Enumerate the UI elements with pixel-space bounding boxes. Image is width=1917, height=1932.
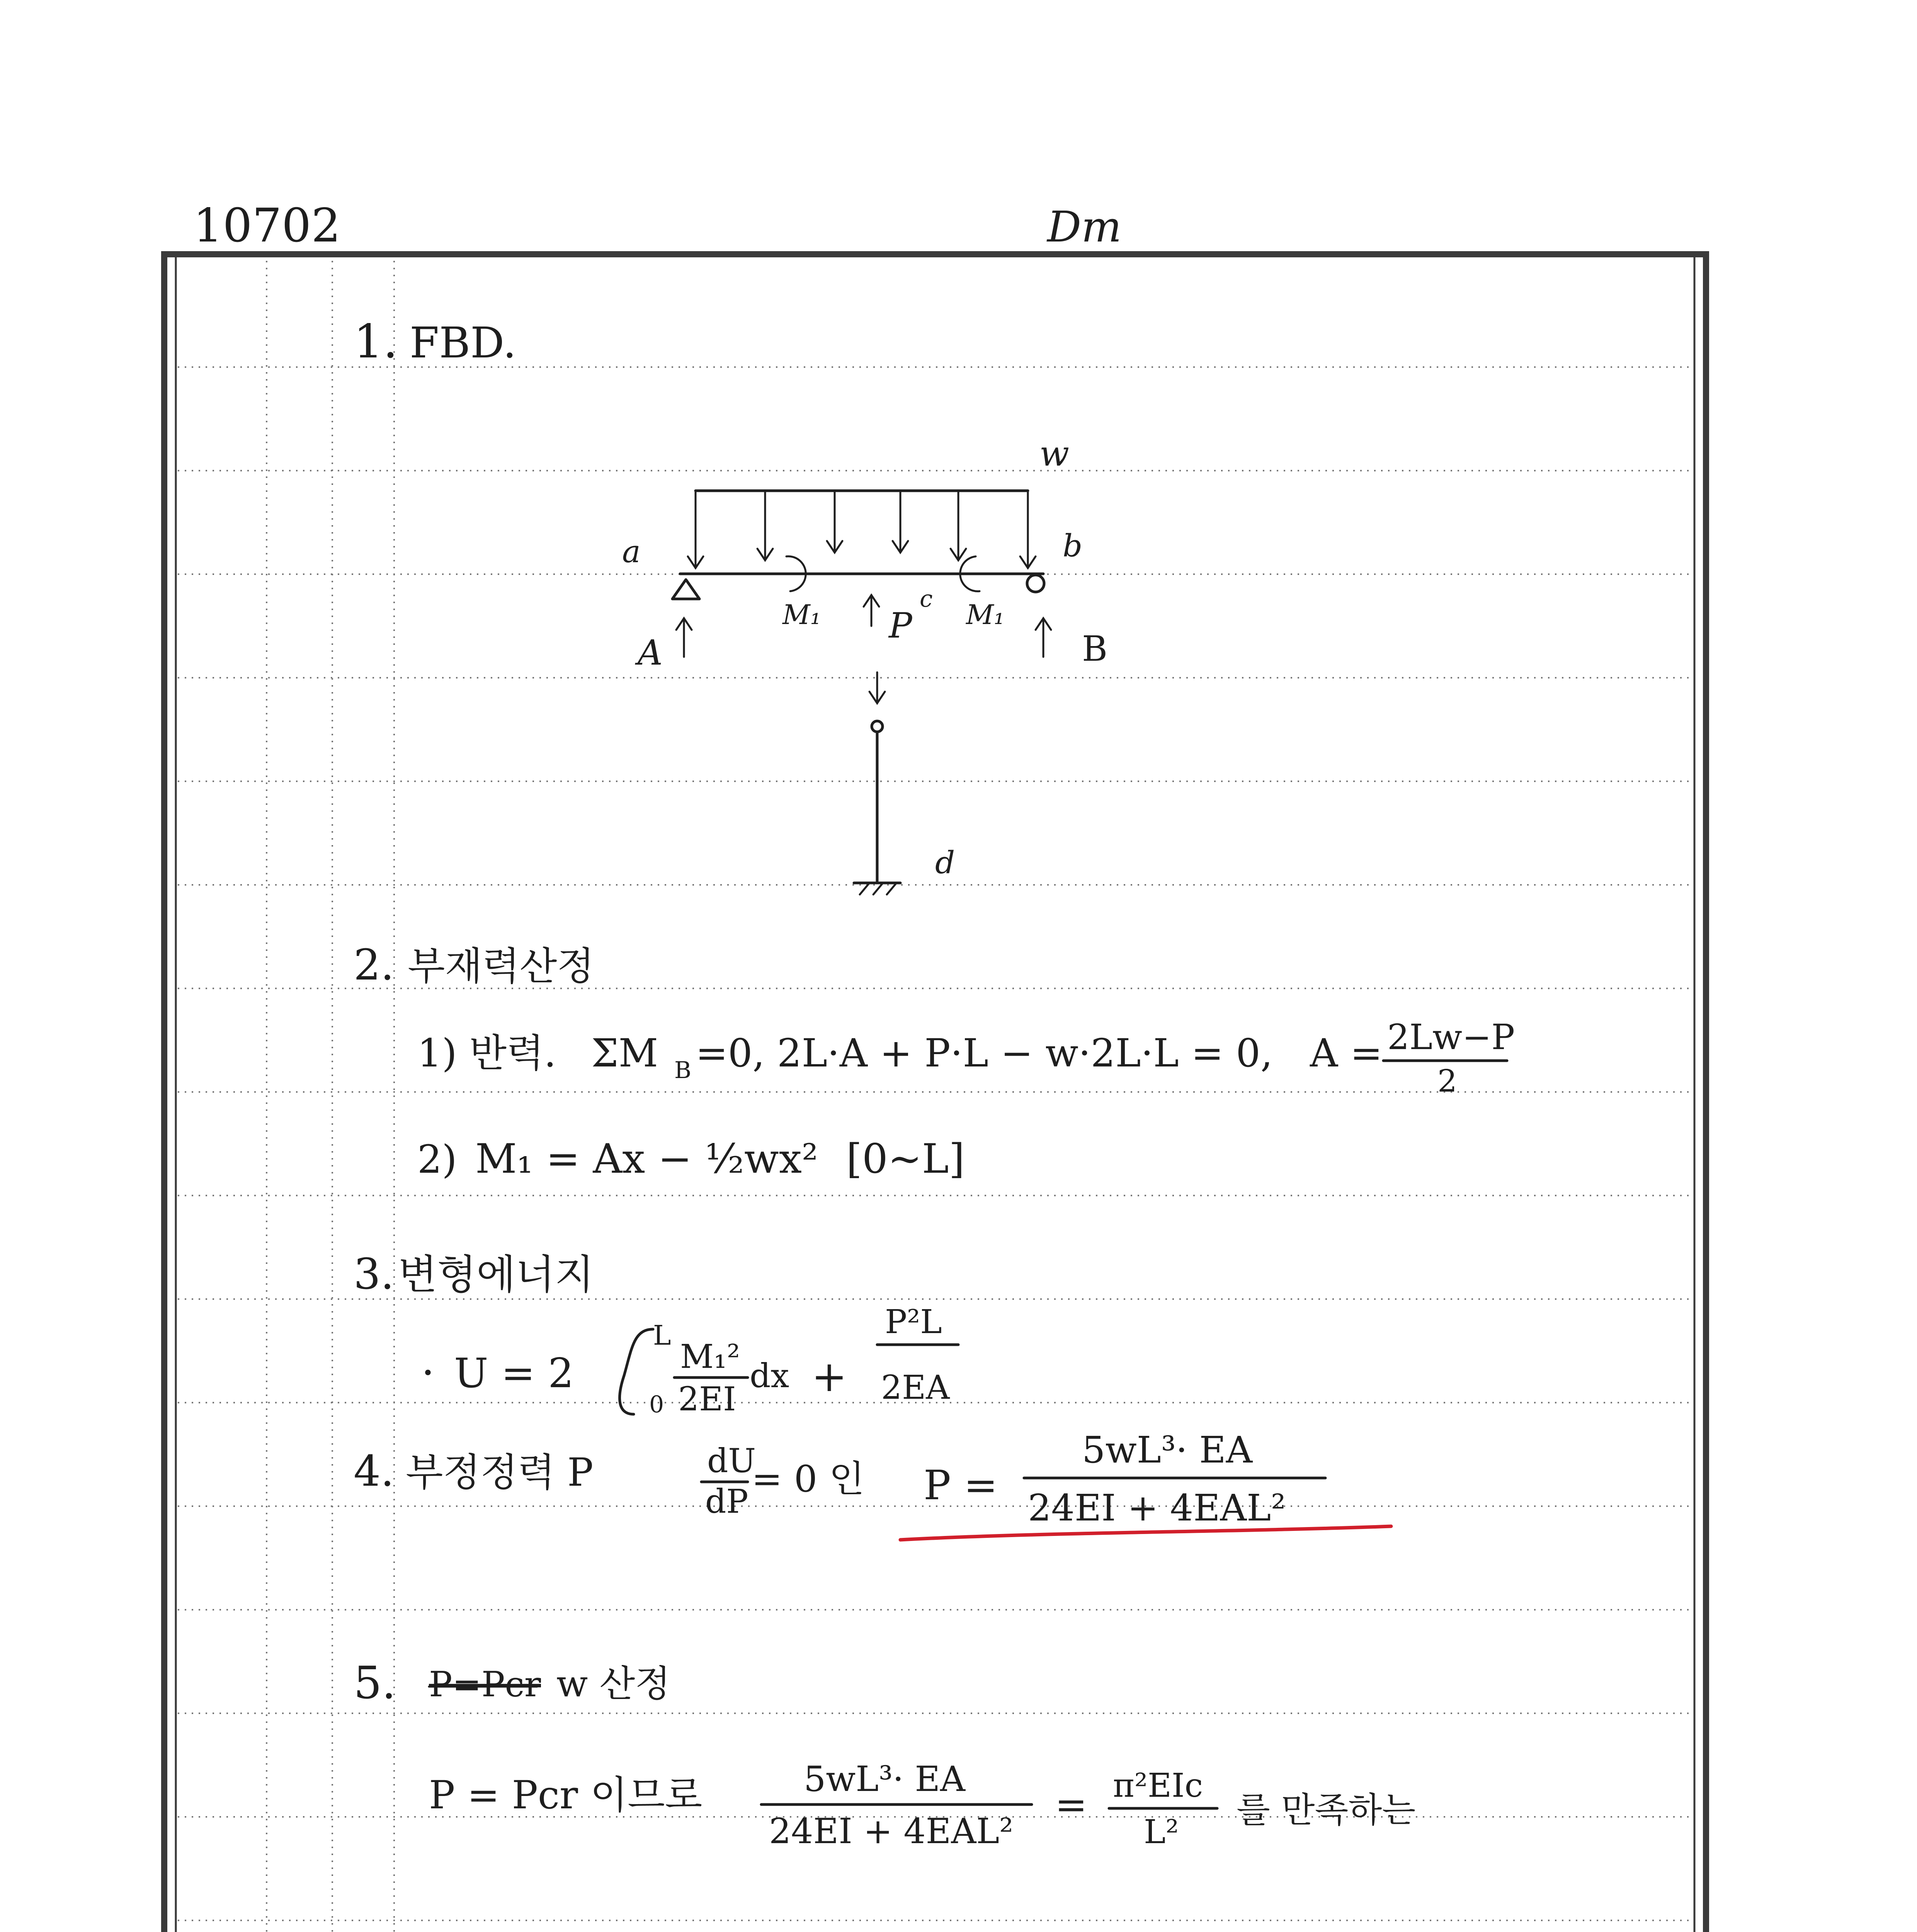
section-5-lhs-numerator: 5wL³· EA [804, 1759, 966, 1799]
section-5-struck-title: P=Pcr [429, 1664, 541, 1705]
reaction-A-denominator: 2 [1437, 1063, 1457, 1099]
reaction-A-lhs: A = [1310, 1031, 1383, 1076]
reaction-label: 1) 반력. [417, 1031, 556, 1076]
fbd-load-label: w [1039, 434, 1070, 474]
section-1-fbd [354, 315, 516, 369]
equilibrium-equation: =0, 2L·A + P·L − w·2L·L = 0, [696, 1031, 1273, 1076]
section-1-number: 1. [354, 315, 398, 369]
moment-sum: ΣM [591, 1031, 658, 1076]
fbd-diagram [622, 434, 1107, 895]
section-5-number: 5. [354, 1657, 396, 1709]
column-top-hinge [872, 721, 883, 732]
reaction-A-numerator: 2Lw−P [1387, 1017, 1515, 1058]
section-2-title: 부재력산정 [408, 944, 594, 989]
integral-upper: L [653, 1320, 671, 1351]
section-4-title: 부정정력 P [406, 1450, 594, 1495]
ruled-lines [178, 261, 1692, 1932]
energy-frac1-denominator: 2EI [678, 1380, 736, 1418]
energy-dx: dx [750, 1357, 789, 1395]
p-lhs: P = [924, 1462, 998, 1509]
condition-denominator: dP [705, 1483, 748, 1521]
header-left-note: 10702 [193, 199, 341, 253]
section-3-title: 변형에너지 [398, 1251, 594, 1298]
section-5-rhs-numerator: π²EIc [1113, 1767, 1203, 1805]
moment-range: [0~L] [846, 1135, 965, 1182]
moment-label: 2) [417, 1137, 457, 1182]
moment-sum-subscript: B [674, 1057, 692, 1084]
p-numerator: 5wL³· EA [1082, 1429, 1253, 1471]
section-2-number: 2. [354, 940, 394, 990]
fbd-center-point: c [920, 585, 933, 612]
fbd-reaction-left: A [638, 633, 663, 673]
fbd-column-base: d [935, 845, 955, 881]
section-5-equals: = [1055, 1782, 1087, 1827]
section-2 [354, 940, 1515, 1182]
header-right-note: Dm [1047, 202, 1122, 252]
section-5-condition: P = Pcr 이므로 [429, 1772, 703, 1818]
bullet: · [421, 1348, 435, 1397]
fbd-moment-right: M₁ [966, 599, 1005, 631]
section-5-suffix: 를 만족하는 [1237, 1790, 1416, 1830]
section-4-number: 4. [354, 1446, 394, 1496]
section-3-number: 3. [354, 1249, 394, 1299]
section-5-title: w 산정 [556, 1663, 671, 1705]
fbd-center-force: P [889, 605, 912, 646]
energy-lhs: U = 2 [454, 1350, 574, 1397]
integral-lower: 0 [649, 1391, 664, 1418]
section-5 [354, 1657, 1415, 1932]
section-5-rhs-denominator: L² [1144, 1813, 1179, 1851]
section-5-lhs-denominator: 24EI + 4EAL² [769, 1811, 1014, 1852]
section-3 [354, 1249, 958, 1418]
fbd-moment-left: M₁ [782, 599, 821, 631]
moment-equation: M₁ = Ax − ½wx² [475, 1135, 818, 1182]
condition-numerator: dU [707, 1442, 756, 1480]
fbd-reaction-right: B [1082, 629, 1108, 669]
energy-frac1-numerator: M₁² [680, 1338, 740, 1376]
left-pin-support [672, 580, 699, 599]
fbd-left-end: a [622, 534, 641, 570]
energy-plus: + [811, 1352, 847, 1401]
condition-rest: = 0 인 [752, 1458, 865, 1500]
load-arrows [688, 491, 1036, 568]
fbd-right-end: b [1063, 528, 1083, 564]
p-denominator: 24EI + 4EAL² [1028, 1487, 1286, 1529]
right-roller-support [1027, 575, 1044, 592]
section-4 [354, 1429, 1391, 1540]
energy-frac2-numerator: P²L [885, 1303, 942, 1341]
integral-sign [620, 1329, 653, 1414]
energy-frac2-denominator: 2EA [881, 1369, 950, 1407]
section-1-title: FBD. [410, 318, 517, 367]
